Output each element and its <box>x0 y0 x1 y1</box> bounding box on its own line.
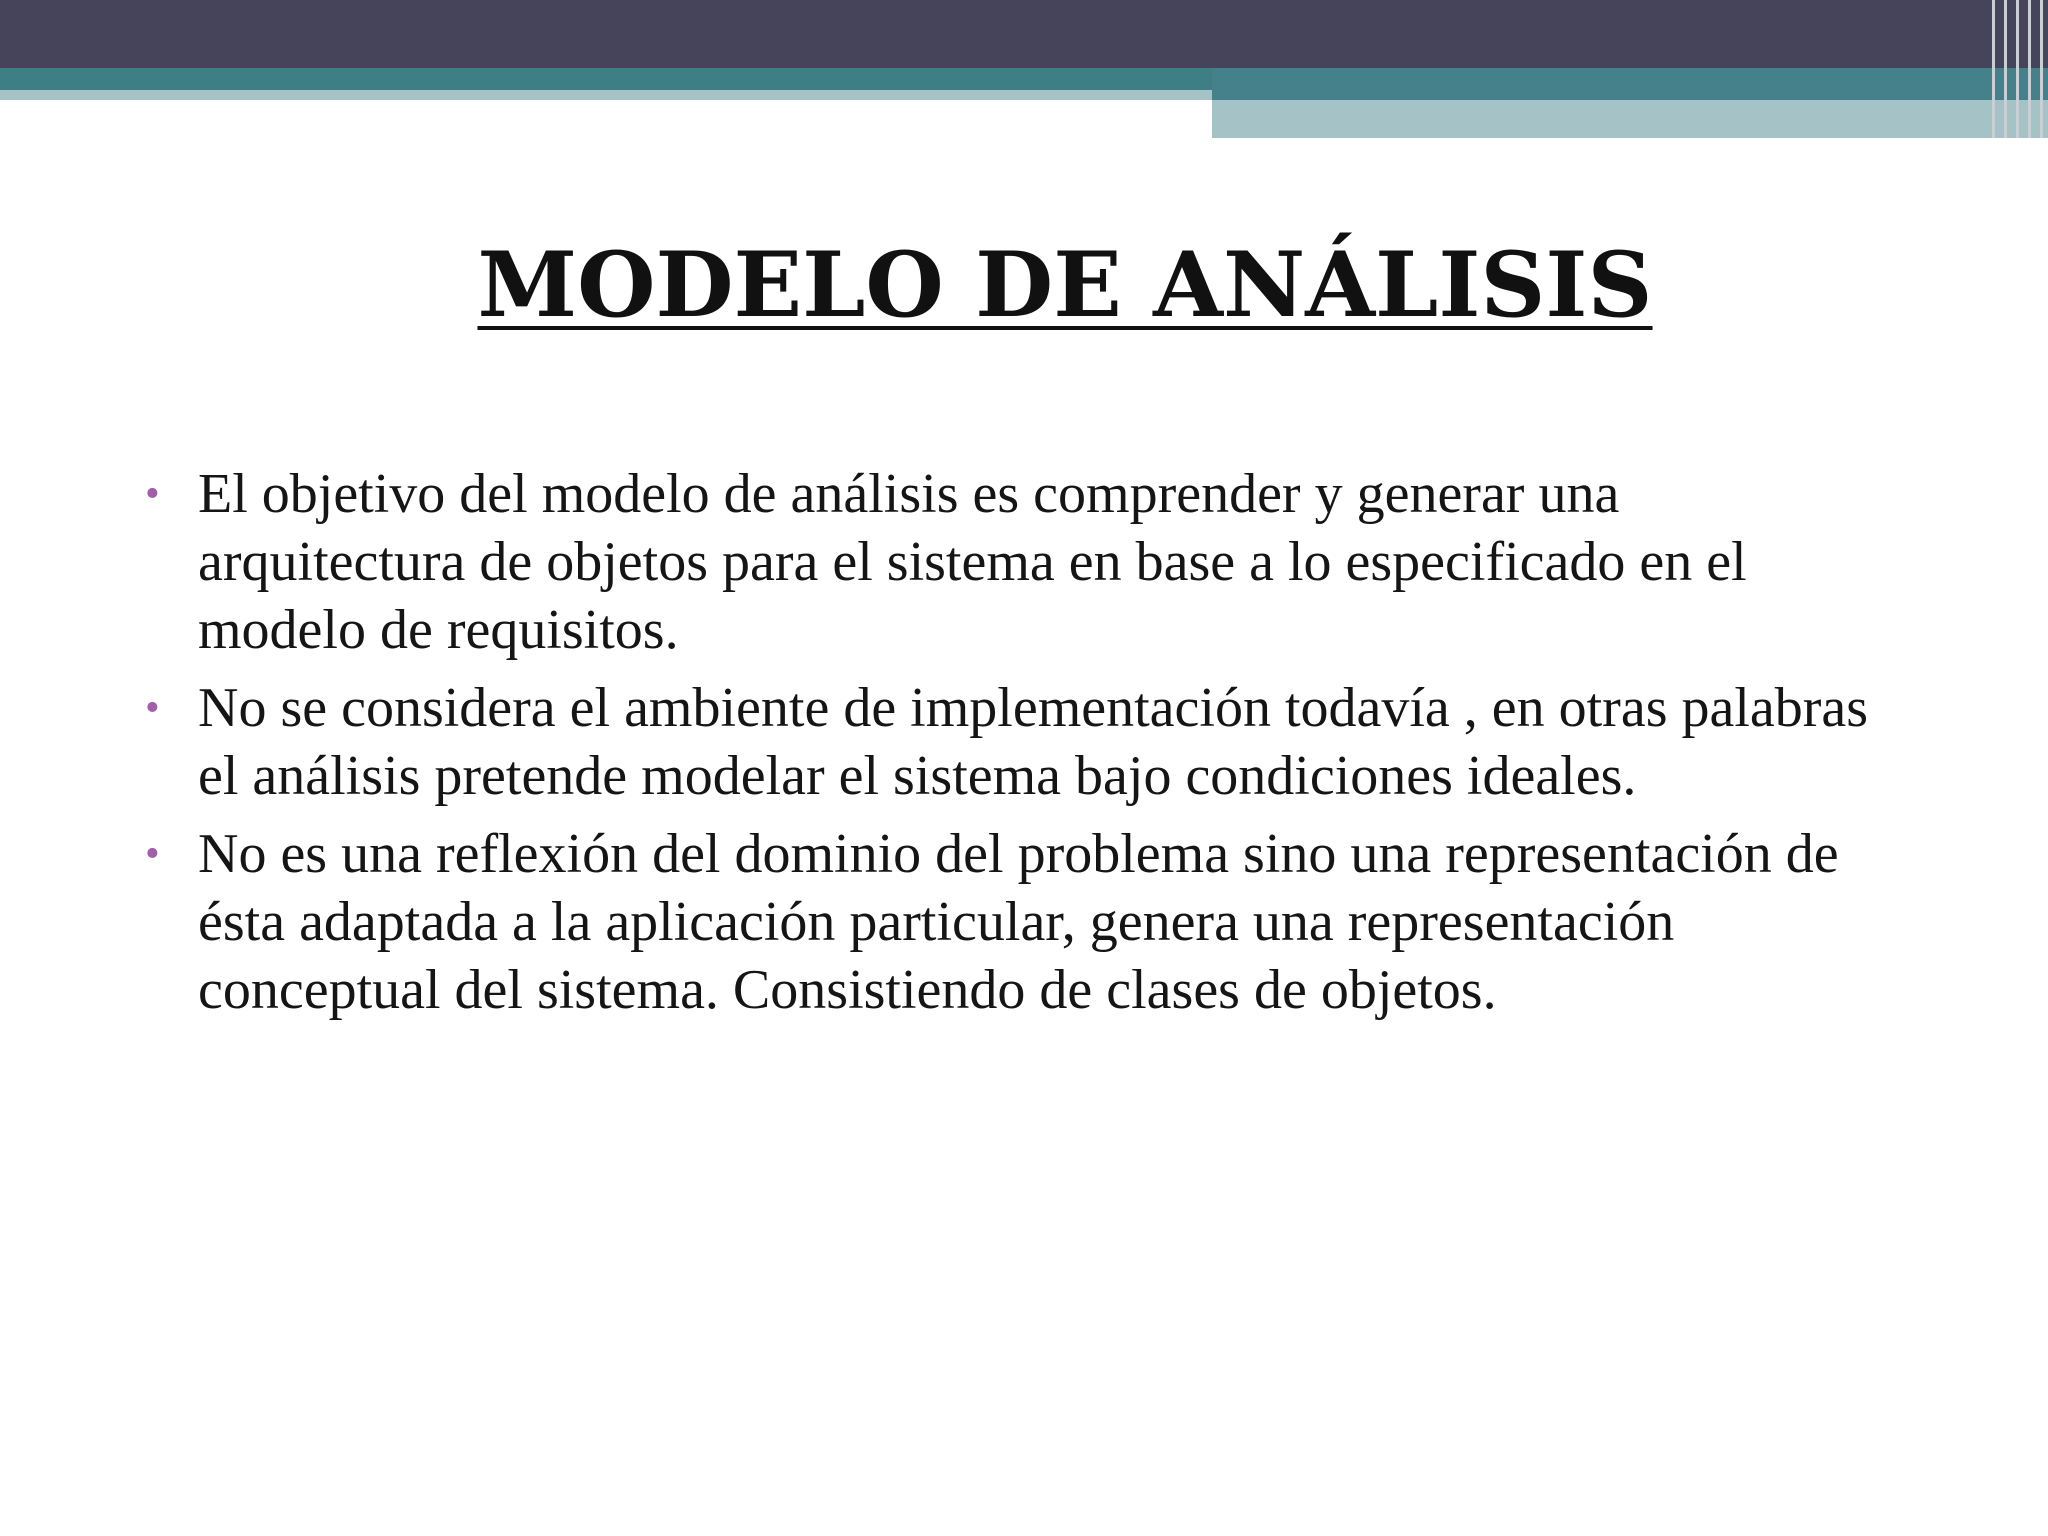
bullet-item <box>140 674 1900 810</box>
slide-title: MODELO DE ANÁLISIS <box>477 232 1653 338</box>
bullet-marker-icon: • <box>145 685 160 731</box>
bullet-item <box>140 820 1900 1024</box>
header-band-light-left <box>0 90 1212 100</box>
bullet-marker-icon: • <box>145 471 160 517</box>
header-band-teal-right <box>1212 68 2048 100</box>
header-band-dark <box>0 0 2048 68</box>
bullet-list <box>140 460 1900 1034</box>
bullet-text: No se considera el ambiente de implementación todavía , en otras palabras el análisis pretende modelar el sistema bajo condiciones ideales. <box>198 677 1869 807</box>
bullet-item <box>140 460 1900 664</box>
bullet-text: No es una reflexión del dominio del problema sino una representación de ésta adaptada a la aplicación particular, genera una representación conceptual del sistema. Consistiendo de clases de objetos. <box>198 823 1839 1021</box>
bullet-marker-icon: • <box>145 831 160 877</box>
bullet-text: El objetivo del modelo de análisis es comprender y generar una arquitectura de objetos para el sistema en base a lo especificado en el modelo de requisitos. <box>198 463 1747 661</box>
edge-decoration <box>1986 0 2048 138</box>
